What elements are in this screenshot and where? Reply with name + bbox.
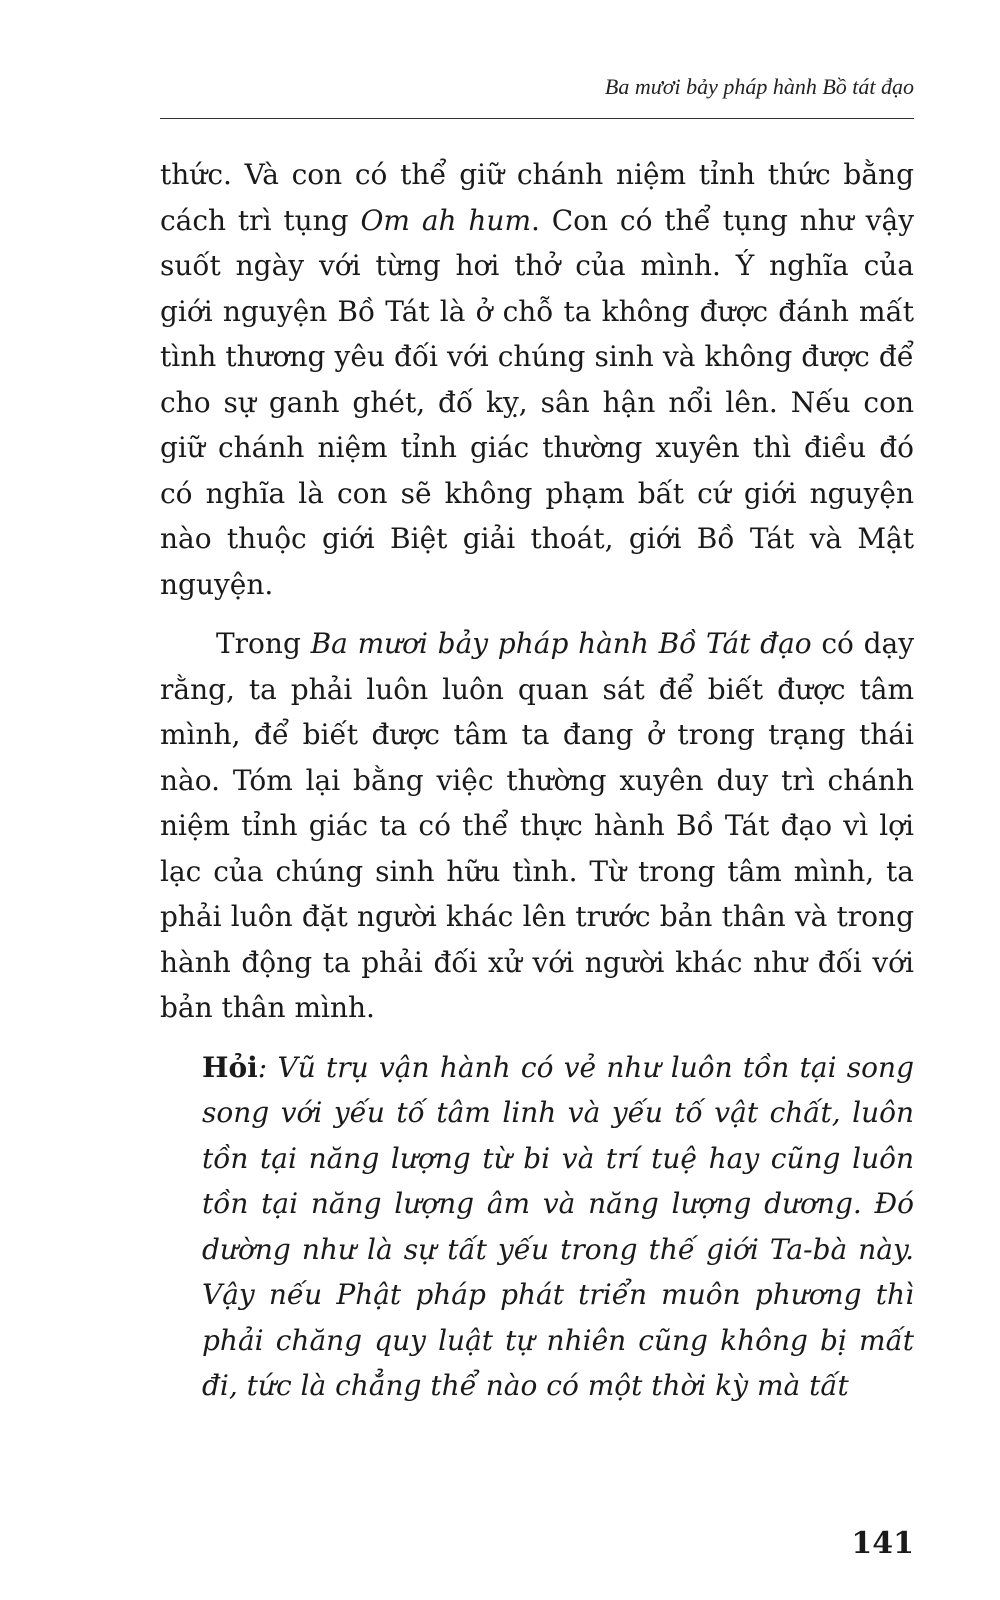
question-text: : Vũ trụ vận hành có vẻ như luôn tồn tại song song với yếu tố tâm linh và yếu tố vật chất, luôn tồn tại năng lượng từ bi và trí tuệ hay cũng luôn tồn tại năng lượng âm và năng lượng dương. Đó dường như là sự tất yếu trong thế giới Ta-bà này. Vậy nếu Phật pháp phát triển muôn phương thì phải chăng quy luật tự nhiên cũng không bị mất đi, tức là chẳng thể nào có một thời kỳ mà tất xyxy=(202,1050,914,1402)
question-label: Hỏi xyxy=(202,1050,258,1084)
header-rule xyxy=(160,118,914,119)
paragraph-1-text-before: thức. Và con có thể giữ chánh niệm tỉnh thức bằng cách trì tụng xyxy=(160,158,914,237)
page-number: 141 xyxy=(851,1526,914,1561)
book-title-italic: Ba mươi bảy pháp hành Bồ Tát đạo xyxy=(310,627,812,660)
running-header: Ba mươi bảy pháp hành Bồ tát đạo xyxy=(604,74,914,99)
paragraph-1 xyxy=(160,152,914,607)
question-block xyxy=(202,1045,914,1409)
paragraph-2-text-after: có dạy rằng, ta phải luôn luôn quan sát để biết được tâm mình, để biết được tâm ta đang ở trong trạng thái nào. Tóm lại bằng việc thường xuyên duy trì chánh niệm tỉnh giác ta có thể thực hành Bồ Tát đạo vì lợi lạc của chúng sinh hữu tình. Từ trong tâm mình, ta phải luôn đặt người khác lên trước bản thân và trong hành động ta phải đối xử với người khác như đối với bản thân mình. xyxy=(160,627,915,1024)
page-body xyxy=(160,152,914,1409)
mantra-italic: Om ah hum xyxy=(360,203,532,237)
paragraph-1-text-after: . Con có thể tụng như vậy suốt ngày với từng hơi thở của mình. Ý nghĩa của giới nguyện Bồ Tát là ở chỗ ta không được đánh mất tình thương yêu đối với chúng sinh và không được để cho sự ganh ghét, đố kỵ, sân hận nổi lên. Nếu con giữ chánh niệm tỉnh giác thường xuyên thì điều đó có nghĩa là con sẽ không phạm bất cứ giới nguyện nào thuộc giới Biệt giải thoát, giới Bồ Tát và Mật nguyện. xyxy=(160,203,915,601)
paragraph-2 xyxy=(160,621,914,1031)
paragraph-2-text-before: Trong xyxy=(216,627,311,660)
